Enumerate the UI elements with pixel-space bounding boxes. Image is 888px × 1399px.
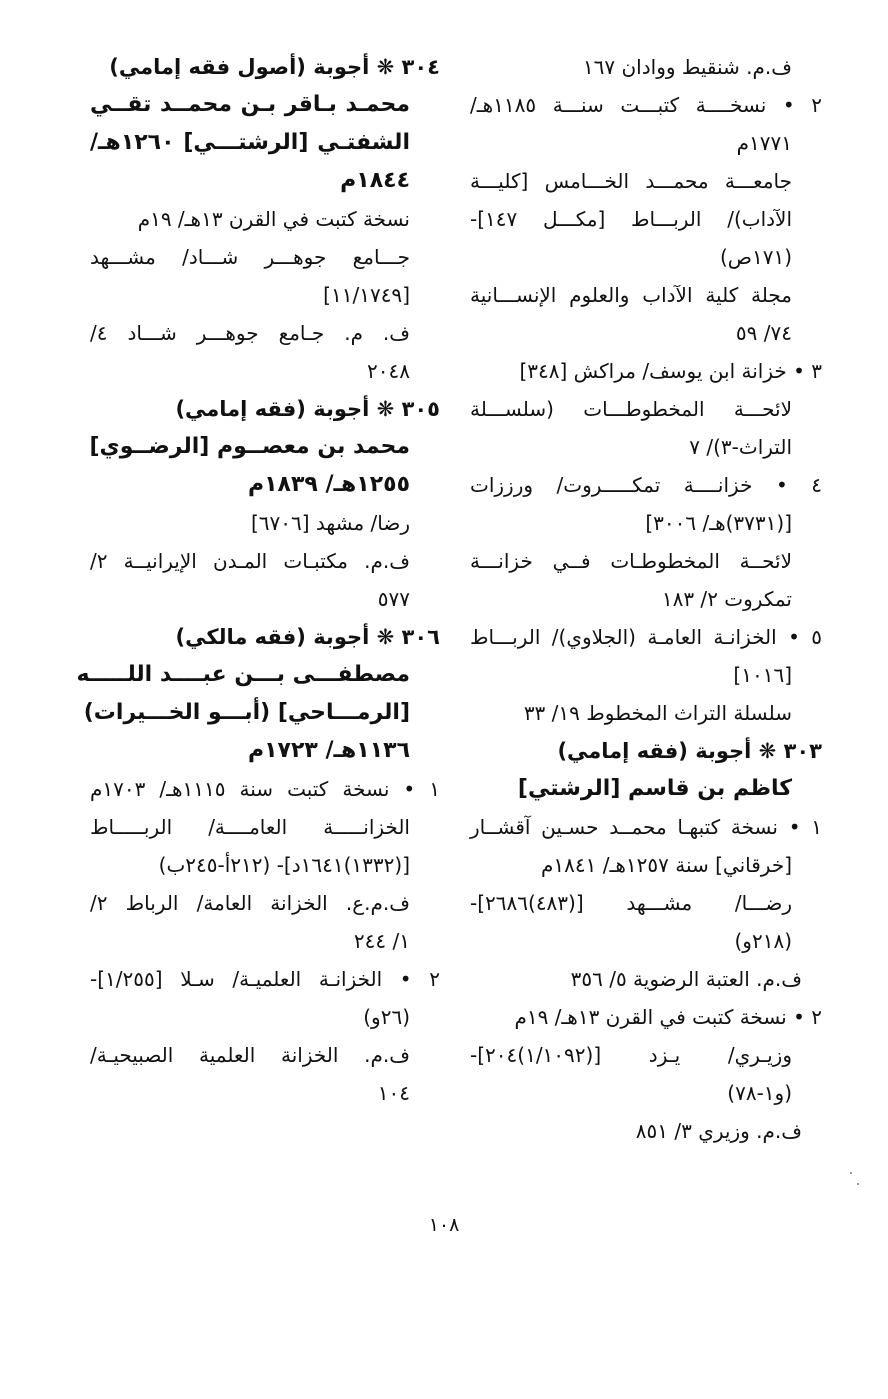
library-line: رضـــا/ مشـــهد [(٤٨٣)٢٦٨٦]- bbox=[470, 891, 792, 915]
scan-speck bbox=[850, 1172, 852, 1174]
author-line: كاظم بن قاسم [الرشتي] bbox=[517, 776, 792, 801]
copy-entry-line: ١ • نسخة كتبهـا محمــد حسـين آقشــار bbox=[470, 815, 822, 839]
author-line: ١٨٤٤م bbox=[340, 168, 410, 193]
library-line: الخزانـــــة العامــــة/ الربـــــاط bbox=[90, 815, 410, 839]
reference-line: ف.م. العتبة الرضوية ٥/ ٣٥٦ bbox=[570, 967, 802, 991]
copy-entry-line: ٢ • نسخــــة كتبـــت سنـــة ١١٨٥هـ/ bbox=[470, 93, 822, 117]
author-line: محمـد بـاقر بـن محمــد تقــي bbox=[90, 92, 410, 117]
author-line: [الرمـــاحي] (أبـــو الخـــيرات) bbox=[83, 700, 410, 725]
text-line: (١٧١ص) bbox=[719, 245, 792, 269]
left-column bbox=[76, 48, 440, 1112]
text-line: ٧٤/ ٥٩ bbox=[735, 321, 792, 345]
entry-heading: ٣٠٣ ❋ أجوبة (فقه إمامي) bbox=[557, 739, 822, 763]
reference-line: ف.م. مكتبـات المـدن الإيرانيــة ٢/ bbox=[90, 549, 410, 573]
text-line: ١٠٤ bbox=[377, 1081, 410, 1105]
reference-line: ف. م. جـامع جوهـــر شـــاد ٤/ bbox=[90, 321, 410, 345]
copy-entry-line: نسخة كتبت في القرن ١٣هـ/ ١٩م bbox=[137, 207, 410, 231]
text-line: (٢١٨و) bbox=[734, 929, 792, 953]
text-line: [(١٣٣٢)١٦٤١د]- (٢١٢أ-٢٤٥ب) bbox=[158, 853, 410, 877]
copy-entry-line: ٣ • خزانة ابن يوسف/ مراكش [٣٤٨] bbox=[519, 359, 822, 383]
library-line: رضا/ مشهد [٦٧٠٦] bbox=[250, 511, 410, 535]
entry-heading: ٣٠٤ ❋ أجوبة (أصول فقه إمامي) bbox=[109, 55, 440, 79]
author-line: محمد بن معصــوم [الرضــوي] bbox=[89, 434, 410, 459]
reference-line: مجلة كلية الآداب والعلوم الإنســـانية bbox=[470, 283, 792, 307]
reference-line: ف.م. الخزانة العلمية الصبيحيـة/ bbox=[90, 1043, 410, 1067]
scan-speck bbox=[857, 1183, 859, 1185]
text-line: [خرقاني] سنة ١٢٥٧هـ/ ١٨٤١م bbox=[541, 853, 792, 877]
text-line: ف.م. شنقيط ووادان ١٦٧ bbox=[582, 55, 792, 79]
text-line: ١٧٧١م bbox=[736, 131, 792, 155]
library-line: جـــامع جوهـــر شـــاد/ مشـــهد bbox=[90, 245, 410, 269]
text-line: تمكروت ٢/ ١٨٣ bbox=[661, 587, 792, 611]
reference-line: لائحــة المخطوطـات فــي خزانـــة bbox=[470, 549, 792, 573]
library-line: وزيـري/ يـزد [(١/١٠٩٢)٢٠٤]- bbox=[470, 1043, 792, 1067]
text-line: ٥٧٧ bbox=[377, 587, 410, 611]
reference-line: ف.م. وزيري ٣/ ٨٥١ bbox=[635, 1119, 802, 1143]
text-line: ١/ ٢٤٤ bbox=[353, 929, 410, 953]
text-line: [١٠١٦] bbox=[733, 663, 792, 687]
copy-entry-line: ١ • نسخة كتبت سنة ١١١٥هـ/ ١٧٠٣م bbox=[90, 777, 440, 801]
author-line: ١١٣٦هـ/ ١٧٢٣م bbox=[247, 738, 410, 763]
entry-heading: ٣٠٦ ❋ أجوبة (فقه مالكي) bbox=[175, 625, 440, 649]
text-line: (و١-٧٨) bbox=[727, 1081, 792, 1105]
text-line: [(٣٧٣١)هـ/ ٣٠٠٦] bbox=[645, 511, 792, 535]
copy-entry-line: ٢ • نسخة كتبت في القرن ١٣هـ/ ١٩م bbox=[514, 1005, 822, 1029]
author-line: الشفتـي [الرشتـــي] ١٢٦٠هـ/ bbox=[90, 130, 410, 155]
copy-entry-line: ٥ • الخزانـة العامـة (الجلاوي)/ الربـــاط bbox=[470, 625, 822, 649]
entry-heading: ٣٠٥ ❋ أجوبة (فقه إمامي) bbox=[175, 397, 440, 421]
author-line: ١٢٥٥هـ/ ١٨٣٩م bbox=[247, 472, 410, 497]
page-number: ١٠٨ bbox=[428, 1214, 460, 1236]
text-line: (٢٦و) bbox=[363, 1005, 410, 1029]
text-line: ٢٠٤٨ bbox=[367, 359, 410, 383]
reference-line: لائحـــة المخطوطـــات (سلســـلة bbox=[470, 397, 792, 421]
reference-line: ف.م.ع. الخزانة العامة/ الرباط ٢/ bbox=[90, 891, 410, 915]
author-line: مصطفـــى بـــن عبــــد اللـــــه bbox=[76, 662, 410, 687]
right-column bbox=[470, 48, 822, 1150]
library-line: جامعـــة محمـــد الخـــامس [كليـــة bbox=[470, 169, 792, 193]
reference-line: سلسلة التراث المخطوط ١٩/ ٣٣ bbox=[523, 701, 792, 725]
text-line: التراث-٣)/ ٧ bbox=[689, 435, 792, 459]
copy-entry-line: ٢ • الخزانـة العلميـة/ سـلا [١/٢٥٥]- bbox=[90, 967, 440, 991]
text-line: [١١/١٧٤٩] bbox=[323, 283, 410, 307]
copy-entry-line: ٤ • خزانــــة تمكـــــروت/ ورززات bbox=[470, 473, 822, 497]
library-line: الآداب)/ الربـــاط [مكـــل ١٤٧]- bbox=[470, 207, 792, 231]
